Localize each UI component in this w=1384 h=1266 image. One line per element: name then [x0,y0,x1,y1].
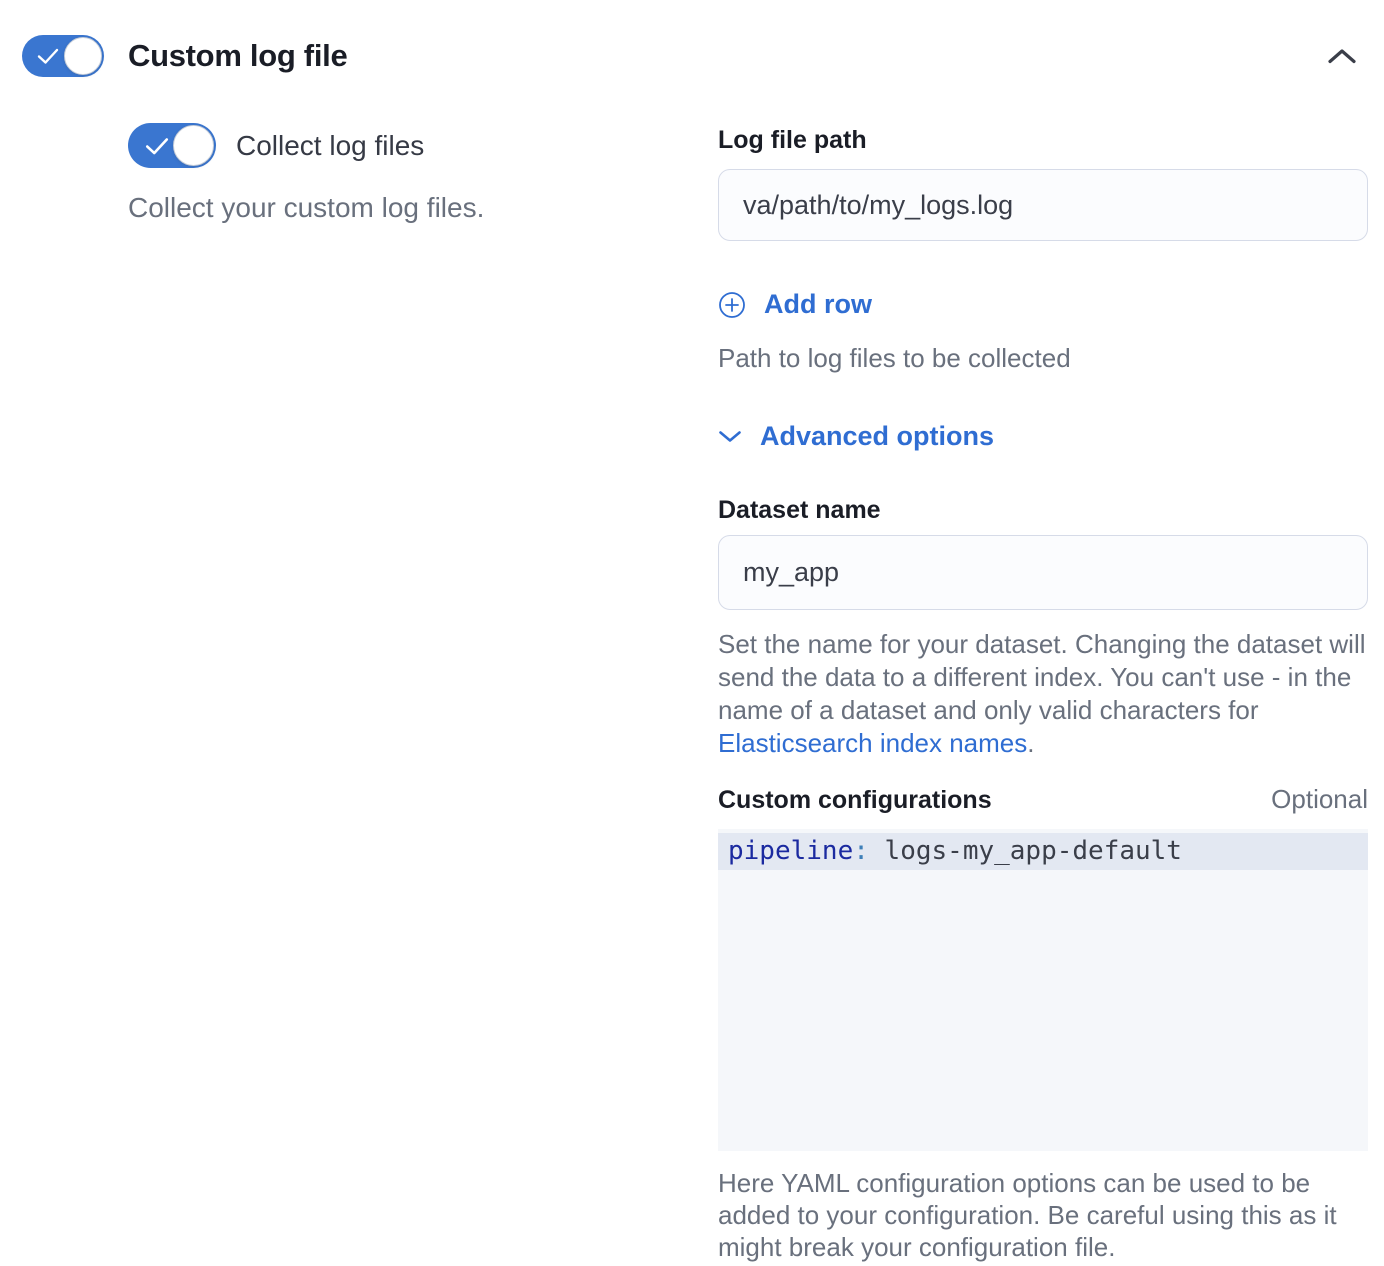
dataset-name-label: Dataset name [718,496,881,524]
collect-logs-toggle[interactable] [128,123,216,168]
add-row-label: Add row [764,289,872,319]
yaml-code-line[interactable] [718,833,1368,870]
custom-configurations-header [718,784,1368,815]
log-file-path-help: Path to log files to be collected [718,343,1071,373]
panel-title: Custom log file [128,38,348,73]
custom-configurations-label: Custom configurations [718,786,992,814]
collect-logs-row [128,123,668,168]
dataset-help-text: Set the name for your dataset. Changing the dataset will send the data to a different index. You can't use - in the name of a dataset and only valid characters for [718,629,1366,725]
log-file-path-label: Log file path [718,126,867,154]
toggle-knob [173,125,214,166]
integration-enable-toggle[interactable] [22,35,104,77]
check-icon [144,136,170,156]
advanced-options-toggle[interactable] [718,421,994,452]
stream-settings-column [718,0,1368,1263]
collect-logs-description: Collect your custom log files. [128,192,485,223]
elasticsearch-index-names-link[interactable]: Elasticsearch index names [718,728,1028,758]
log-file-path-input[interactable] [718,169,1368,241]
optional-badge: Optional [1271,784,1368,814]
yaml-separator: : [853,836,885,866]
yaml-key: pipeline [728,836,854,866]
collect-logs-label: Collect log files [236,129,425,161]
custom-configurations-help: Here YAML configuration options can be used to be added to your configuration. Be careful using this as it might break your configuration file. [718,1168,1337,1262]
dataset-help-suffix: . [1027,728,1035,758]
dataset-name-help [718,628,1368,760]
add-row-button[interactable] [718,289,872,320]
advanced-options-label: Advanced options [760,421,995,451]
chevron-down-icon [718,430,742,443]
plus-circle-icon [718,291,746,319]
dataset-name-input[interactable] [718,535,1368,610]
stream-toggle-column [128,123,668,224]
yaml-code-editor[interactable] [718,829,1368,1151]
yaml-value: logs-my_app-default [884,836,1182,866]
check-icon [36,47,60,65]
toggle-knob [64,37,102,75]
